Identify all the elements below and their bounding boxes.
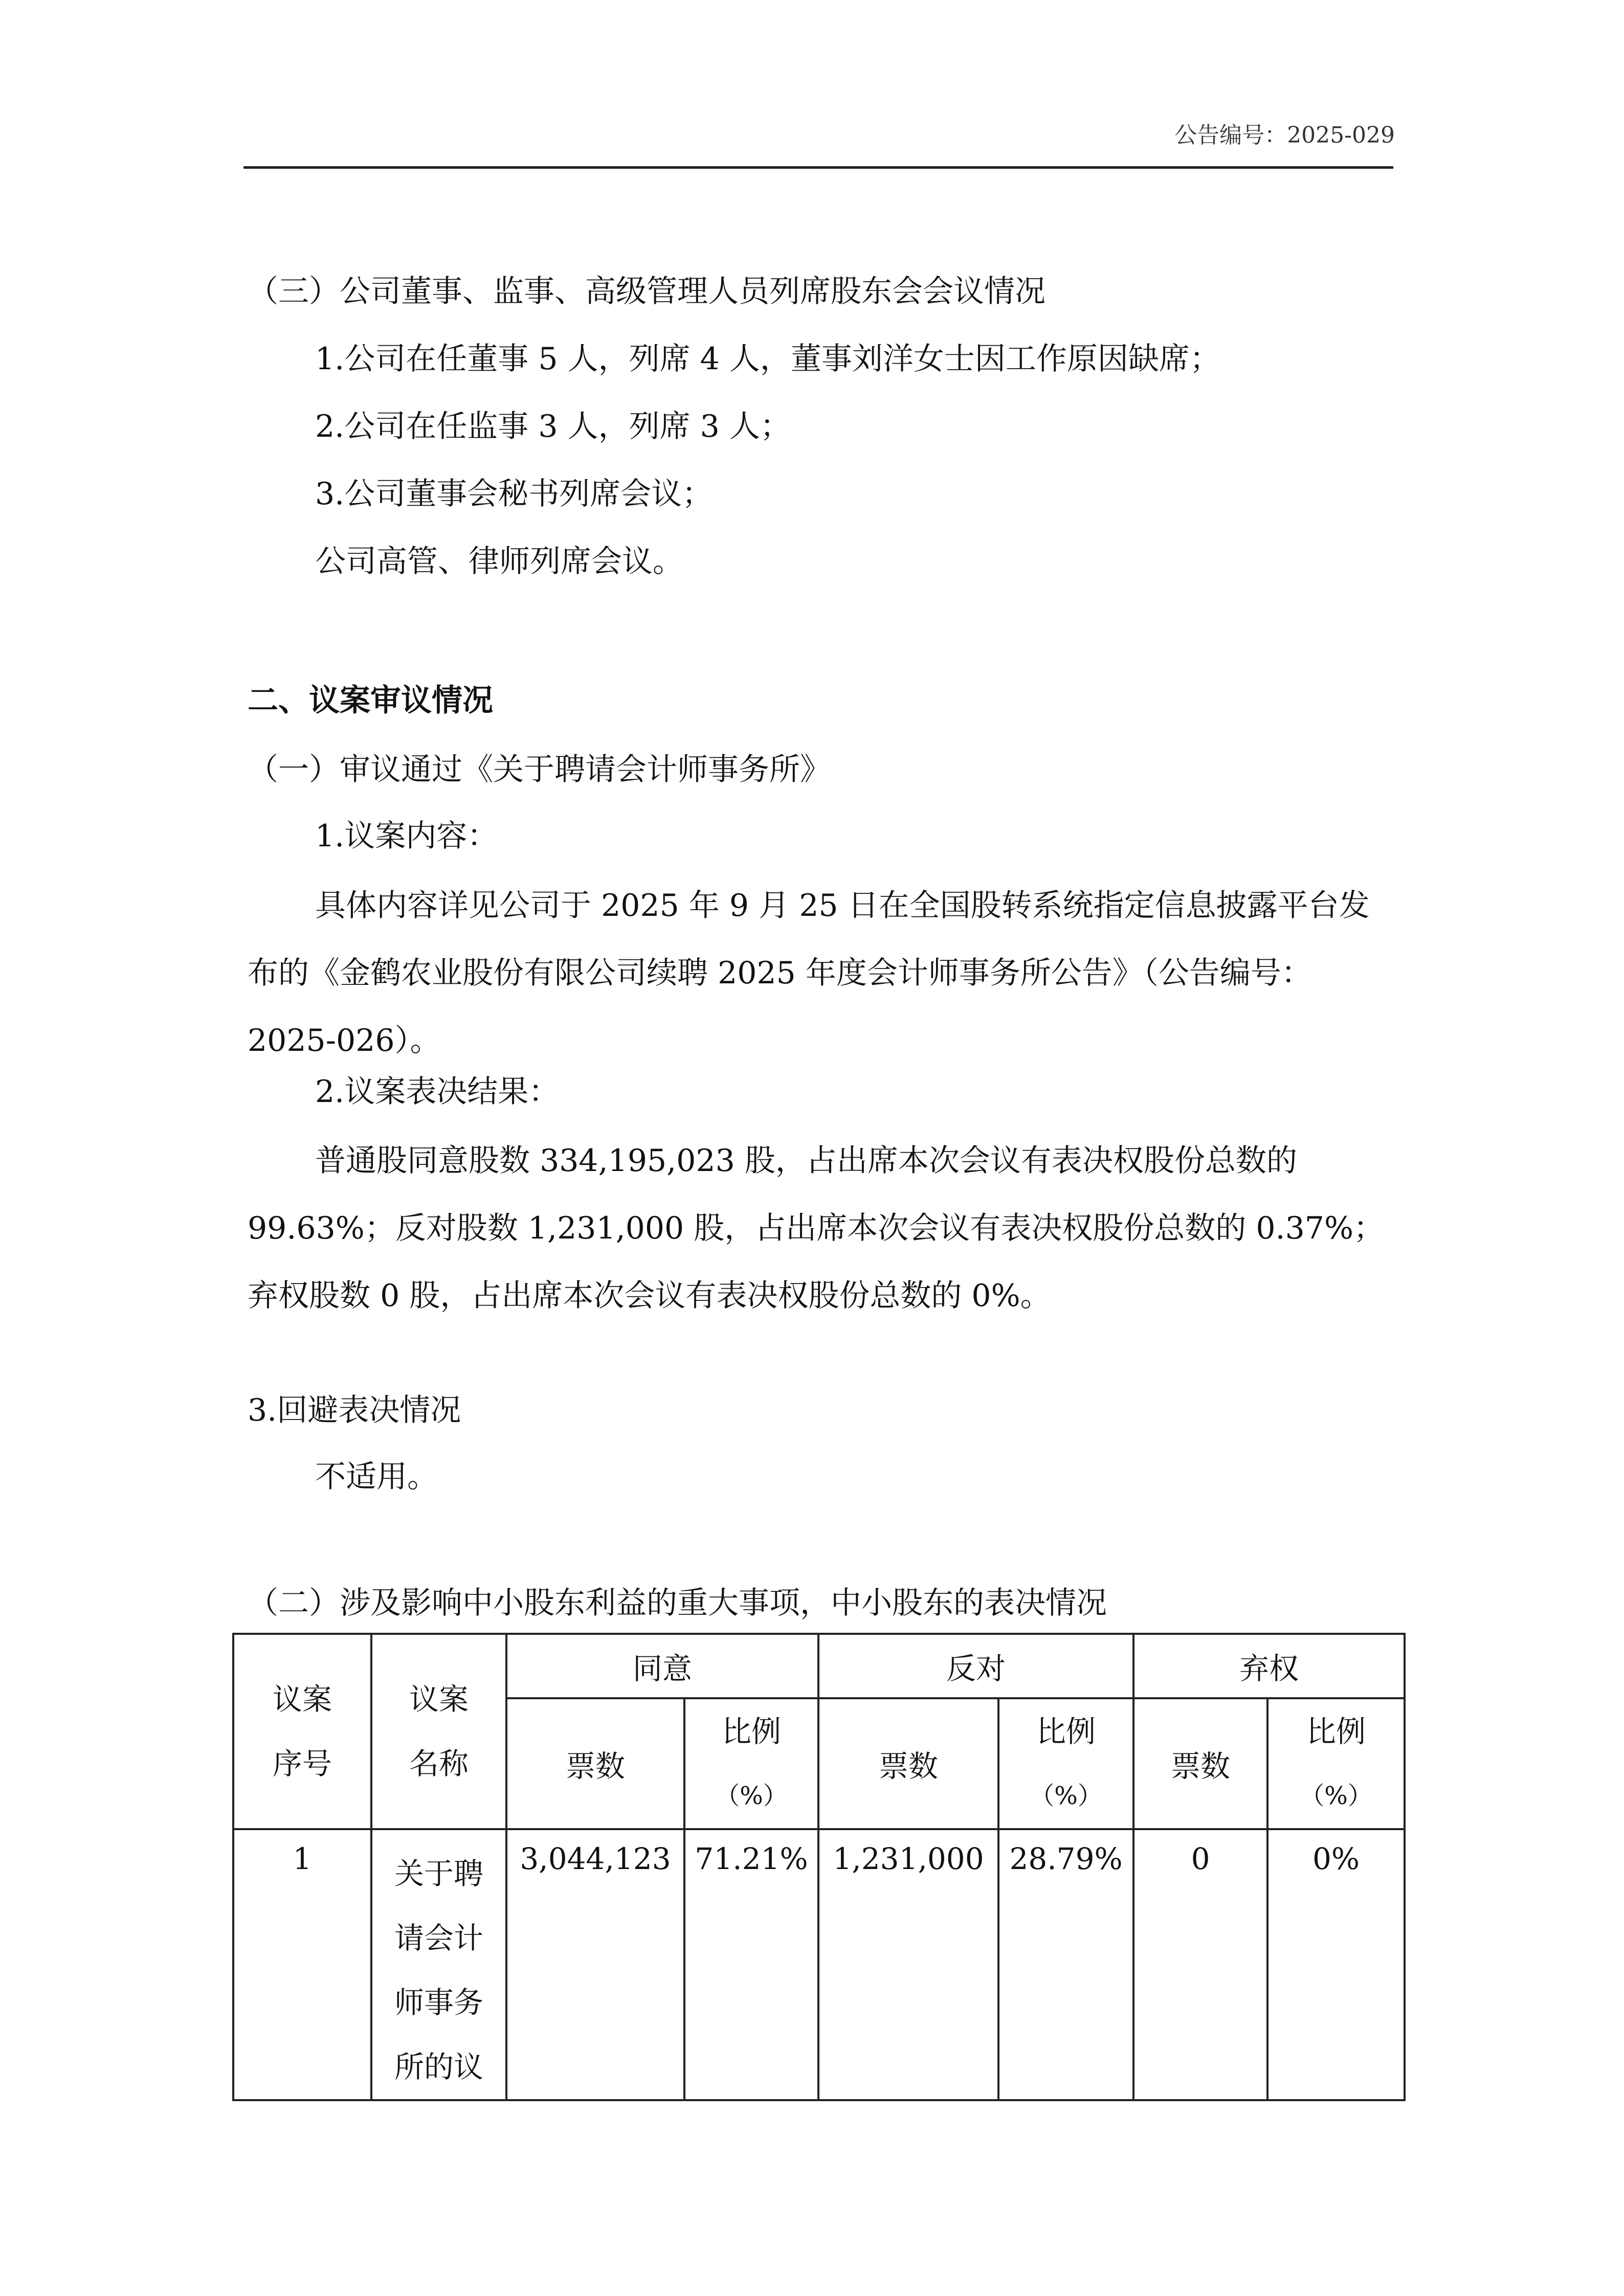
section-heading: 二、议案审议情况 — [248, 683, 493, 718]
motion-title: （一）审议通过《关于聘请会计师事务所》 — [248, 752, 831, 787]
motion-result-text: 普通股同意股数 334,195,023 股，占出席本次会议有表决权股份总数的 99.63%；反对股数 1,231,000 股，占出席本次会议有表决权股份总数的 0.37%；弃权股数 0 股，占出席本次会议有表决权股份总数的 0%。 — [248, 1143, 1384, 1314]
cell-agree-votes: 3,044,123 — [506, 1829, 684, 2100]
minority-title: （二）涉及影响中小股东利益的重大事项，中小股东的表决情况 — [248, 1585, 1107, 1621]
header-name: 议案 名称 — [371, 1634, 506, 1829]
avoidance-label: 3.回避表决情况 — [248, 1392, 461, 1428]
header-agree-ratio: 比例 （%） — [684, 1698, 818, 1829]
attendance-item: 3.公司董事会秘书列席会议； — [315, 476, 713, 512]
cell-name: 关于聘 请会计 师事务 所的议 — [371, 1829, 506, 2100]
header-oppose-votes: 票数 — [818, 1698, 998, 1829]
cell-agree-ratio: 71.21% — [684, 1829, 818, 2100]
header-oppose-ratio: 比例 （%） — [998, 1698, 1133, 1829]
avoidance-text: 不适用。 — [315, 1459, 438, 1495]
cell-abstain-ratio: 0% — [1267, 1829, 1405, 2100]
cell-abstain-votes: 0 — [1133, 1829, 1267, 2100]
header-abstain-ratio: 比例 （%） — [1267, 1698, 1405, 1829]
cell-oppose-ratio: 28.79% — [998, 1829, 1133, 2100]
cell-oppose-votes: 1,231,000 — [818, 1829, 998, 2100]
motion-content-label: 1.议案内容： — [315, 818, 498, 854]
header-seq: 议案 序号 — [233, 1634, 371, 1829]
header-abstain-votes: 票数 — [1133, 1698, 1267, 1829]
header-agree: 同意 — [506, 1634, 818, 1698]
motion-content-text: 具体内容详见公司于 2025 年 9 月 25 日在全国股转系统指定信息披露平台发布的《金鹤农业股份有限公司续聘 2025 年度会计师事务所公告》（公告编号：2025-026）。 — [248, 888, 1370, 1059]
attendance-item: 2.公司在任监事 3 人，列席 3 人； — [315, 409, 791, 444]
minority-vote-table — [232, 1633, 1406, 2101]
cell-seq: 1 — [233, 1829, 371, 2100]
header-oppose: 反对 — [818, 1634, 1133, 1698]
motion-result-label: 2.议案表决结果： — [315, 1074, 560, 1110]
header-abstain: 弃权 — [1133, 1634, 1405, 1698]
table-header-row — [233, 1634, 1405, 1698]
attendance-item: 1.公司在任董事 5 人，列席 4 人，董事刘洋女士因工作原因缺席； — [315, 341, 1220, 377]
attendance-item: 公司高管、律师列席会议。 — [315, 544, 683, 579]
table-row — [233, 1829, 1405, 2100]
header-rule — [243, 166, 1393, 169]
header-agree-votes: 票数 — [506, 1698, 684, 1829]
notice-number: 公告编号：2025-029 — [1174, 122, 1395, 148]
attendance-heading: （三）公司董事、监事、高级管理人员列席股东会会议情况 — [248, 274, 1045, 309]
